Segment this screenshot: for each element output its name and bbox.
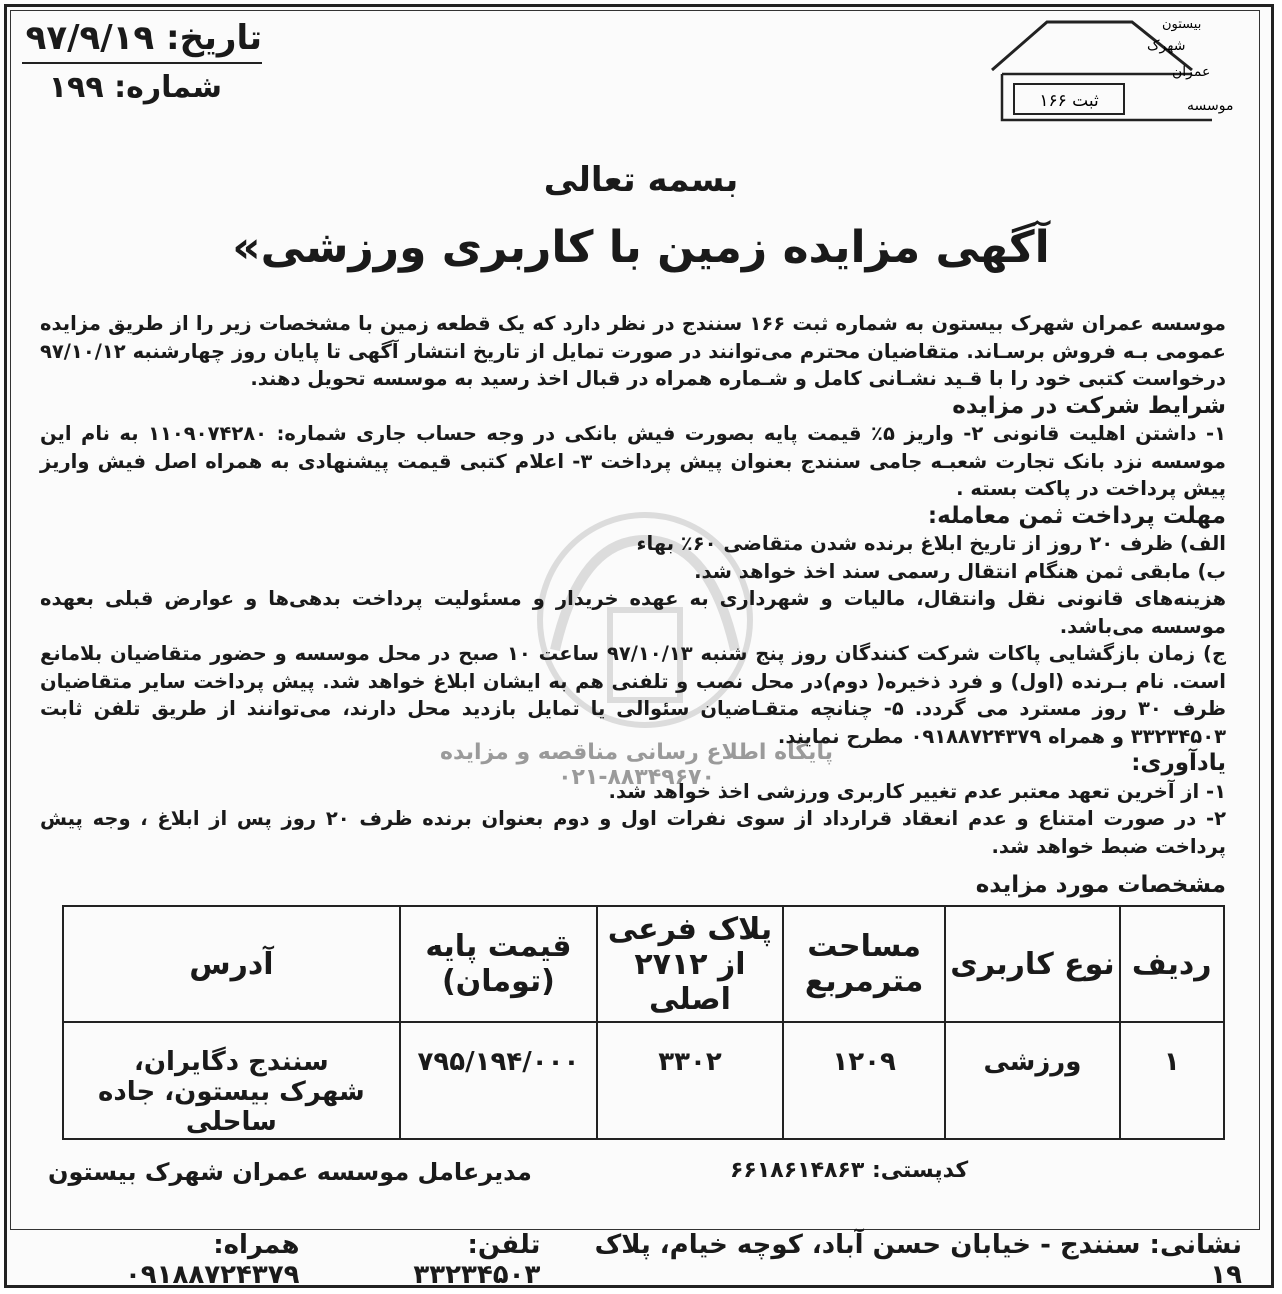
cell-address	[63, 1022, 400, 1139]
address-text: نشانی: سنندج - خیابان حسن آباد، کوچه خیام، پلاک ۱۹	[594, 1230, 1242, 1290]
th-usage: نوع کاربری	[945, 906, 1119, 1022]
table-header-row	[63, 906, 1224, 1022]
logo-line3: عمران	[1172, 64, 1211, 80]
main-title: آگهی مزایده زمین با کاربری ورزشی»	[232, 222, 1050, 273]
th-plate-line2: از ۲۷۱۲ اصلی	[634, 946, 746, 1017]
th-row: ردیف	[1120, 906, 1224, 1022]
invocation-title: بسمه تعالی	[543, 160, 739, 200]
payment-a: الف) ظرف ۲۰ روز از تاریخ ابلاغ برنده شدن متقاضی ۶۰٪ بهاء	[636, 532, 1226, 555]
logo-line1: بیستون	[1162, 17, 1202, 32]
logo-line2: شهرک	[1147, 38, 1186, 54]
conditions-text: ۱- داشتن اهلیت قانونی ۲- واریز ۵٪ قیمت پایه بصورت فیش بانکی در وجه حساب جاری شماره: ۱۱۰۹۰۷۴۲۸۰ به نام این موسسه نزد بانک تجارت شعبـه جامی سنندج بعنوان پیش پرداخت ۳- اعلام کتبی قیمت پیشنهادی به همراه اصل فیش واریز پیش پرداخت در پاکت بسته .	[40, 422, 1227, 500]
cell-area: ۱۲۰۹	[783, 1022, 946, 1139]
table-row	[63, 1022, 1224, 1139]
intro-paragraph: موسسه عمران شهرک بیستون به شماره ثبت ۱۶۶ سنندج در نظر دارد که یک قطعه زمین با مشخصات زیر را از طریق مزایده عمومی بـه فروش برسـاند. متقاضیان محترم می‌توانند در صورت تمایل از تاریخ انتشار آگهی تا پایان روز چهارشنبه ۹۷/۱۰/۱۲ درخواست کتبی خود را با قـید نشـانی کامل و شـماره همراه در قبال اخذ رسید به موسسه تحویل دهند.	[40, 312, 1226, 390]
specs-heading: مشخصات مورد مزایده	[975, 872, 1226, 898]
payment-b: ب) مابقی ثمن هنگام انتقال رسمی سند اخذ خواهد شد.	[694, 559, 1226, 583]
mobile-text: همراه: ۰۹۱۸۸۷۲۴۳۷۹	[124, 1230, 300, 1290]
institute-logo	[942, 10, 1242, 130]
cell-plate: ۳۳۰۲	[597, 1022, 783, 1139]
cell-price: ۷۹۵/۱۹۴/۰۰۰	[400, 1022, 597, 1139]
cell-row: ۱	[1120, 1022, 1224, 1139]
conditions-heading: شرایط شرکت در مزایده	[952, 392, 1226, 419]
reminder-item2: ۲- در صورت امتناع و عدم انعقاد قرارداد از سوی نفرات اول و دوم بعنوان برنده ظرف ۲۰ روز پس از ابلاغ ، وجه پیش پرداخت ضبط خواهد شد.	[40, 807, 1226, 858]
th-address: آدرس	[63, 906, 400, 1022]
specs-table	[62, 905, 1225, 1140]
th-price: قیمت پایه (تومان)	[400, 906, 597, 1022]
cell-address-line1: سنندج دگایران،	[133, 1047, 329, 1077]
number-label: شماره: ۱۹۹	[48, 70, 222, 105]
phone-text: تلفن: ۳۳۲۳۴۵۰۳	[413, 1230, 541, 1290]
header-meta	[22, 18, 262, 105]
reminder-heading: یادآوری:	[1131, 750, 1226, 776]
date-label: تاریخ: ۹۷/۹/۱۹	[22, 18, 262, 64]
reminder-item1: ۱- از آخرین تعهد معتبر عدم تغییر کاربری ورزشی اخذ خواهد شد.	[608, 779, 1226, 803]
logo-line4: موسسه	[1187, 98, 1234, 114]
payment-c: ج) زمان بازگشایی پاکات شرکت کنندگان روز پنج شنبه ۹۷/۱۰/۱۳ ساعت ۱۰ صبح در محل موسسه و حضور متقاضیان بلامانع است. نام بـرنده (اول) و فرد ذخیره( دوم)در محل نصب و تلفنی هم به ایشان ابلاغ خواهد شد. پیش پرداخت سایر متقاضیان ظرف ۳۰ روز مسترد می گردد. ۵- چنانچه متقـاضیان سئوالی یا تمایل بازدید محل دارند، می‌توانند از طریق تلفن ثابت ۳۳۲۳۴۵۰۳ و همراه ۰۹۱۸۸۷۲۴۳۷۹ مطرح نمایند.	[40, 642, 1227, 748]
watermark-line1: پایگاه اطلاع رسانی مناقصه و مزایده	[440, 740, 833, 765]
signature: مدیرعامل موسسه عمران شهرک بیستون	[48, 1158, 532, 1186]
cell-usage: ورزشی	[945, 1022, 1119, 1139]
th-plate	[597, 906, 783, 1022]
payment-costs: هزینه‌های قانونی نقل وانتقال، مالیات و شهرداری به عهده خریدار و مسئولیت پرداخت بدهی‌ها و عوارض قبلی بعهده موسسه می‌باشد.	[40, 587, 1226, 638]
th-plate-line1: پلاک فرعی	[607, 911, 773, 947]
payment-heading: مهلت پرداخت ثمن معامله:	[927, 502, 1226, 529]
address-bar	[40, 1230, 1242, 1290]
th-area: مساحت مترمربع	[783, 906, 946, 1022]
cell-address-line2: شهرک بیستون، جاده ساحلی	[98, 1077, 365, 1137]
ad-body	[40, 310, 1226, 900]
postal-code: کدپستی: ۶۶۱۸۶۱۴۸۶۳	[730, 1158, 969, 1183]
watermark-line2: ۰۲۱-۸۸۳۴۹۶۷۰	[558, 765, 715, 790]
logo-reg: ثبت ۱۶۶	[1039, 91, 1099, 111]
